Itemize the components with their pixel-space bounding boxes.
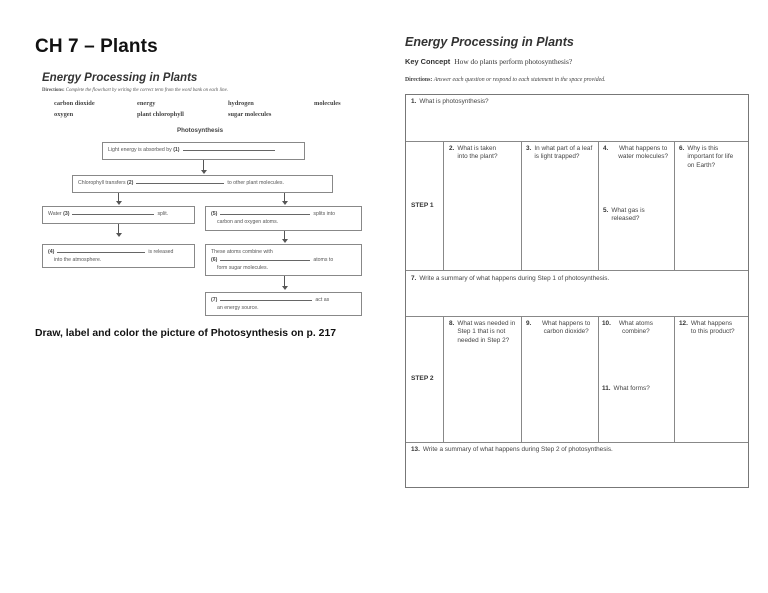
- directions-text: Answer each question or respond to each statement in the space provided.: [433, 77, 606, 83]
- question-9[interactable]: 9. What happens to carbon dioxide?: [526, 320, 591, 336]
- flowchart-box-3: Water (3) split.: [42, 206, 195, 224]
- question-11[interactable]: 11. What forms?: [602, 385, 650, 392]
- column-divider: [443, 316, 444, 442]
- row-divider: [406, 316, 748, 317]
- question-7[interactable]: 7. Write a summary of what happens during Step 1 of photosynthesis.: [411, 275, 610, 282]
- answer-blank-3[interactable]: [72, 210, 154, 215]
- flowchart-box-1: Light energy is absorbed by (1): [102, 142, 305, 160]
- arrow-down-icon: [203, 160, 204, 171]
- arrow-down-icon: [284, 193, 285, 202]
- word-bank-term: energy: [137, 100, 156, 107]
- word-bank-term: sugar molecules: [228, 111, 272, 118]
- arrow-down-icon: [118, 193, 119, 202]
- row-divider: [406, 442, 748, 443]
- flowchart-box-5: (5) splits into carbon and oxygen atoms.: [205, 206, 362, 231]
- key-concept-text: How do plants perform photosynthesis?: [454, 57, 573, 66]
- drawing-instruction: Draw, label and color the picture of Photosynthesis on p. 217: [35, 328, 336, 339]
- flowchart-title: Photosynthesis: [177, 127, 224, 134]
- flowchart-directions: [42, 88, 228, 93]
- question-3[interactable]: 3. In what part of a leaf is light trapped?: [526, 145, 593, 161]
- question-2[interactable]: 2. What is taken into the plant?: [449, 145, 498, 161]
- word-bank-term: molecules: [314, 100, 341, 107]
- worksheet-title-right: Energy Processing in Plants: [405, 35, 574, 49]
- answer-blank-5[interactable]: [220, 210, 310, 215]
- word-bank-term: carbon dioxide: [54, 100, 95, 107]
- directions-text: Complete the flowchart by writing the correct term from the word bank on each line.: [65, 88, 228, 93]
- flowchart-box-6: These atoms combine with (6) atoms to form sugar molecules.: [205, 244, 362, 276]
- question-6[interactable]: 6. Why is this important for life on Earth?: [679, 145, 734, 169]
- column-divider: [598, 316, 599, 442]
- flowchart-box-4: (4) is released into the atmosphere.: [42, 244, 195, 268]
- arrow-down-icon: [284, 231, 285, 240]
- word-bank-term: plant chlorophyll: [137, 111, 184, 118]
- word-bank-term: hydrogen: [228, 100, 254, 107]
- step-2-label: STEP 2: [411, 375, 434, 382]
- answer-blank-4[interactable]: [57, 248, 145, 253]
- table-directions: [405, 77, 606, 83]
- question-5[interactable]: 5. What gas is released?: [603, 207, 645, 223]
- column-divider: [521, 316, 522, 442]
- question-10[interactable]: 10. What atoms combine?: [602, 320, 653, 336]
- photosynthesis-question-table: [405, 94, 749, 488]
- answer-blank-1[interactable]: [183, 146, 275, 151]
- row-divider: [406, 141, 748, 142]
- directions-label: Directions:: [42, 88, 65, 93]
- answer-blank-7[interactable]: [220, 296, 312, 301]
- arrow-down-icon: [284, 276, 285, 287]
- arrow-down-icon: [118, 224, 119, 234]
- step-1-label: STEP 1: [411, 202, 434, 209]
- key-concept-label: Key Concept: [405, 57, 451, 66]
- flowchart-box-7: (7) act as an energy source.: [205, 292, 362, 316]
- question-4[interactable]: 4. What happens to water molecules?: [603, 145, 669, 161]
- answer-blank-6[interactable]: [220, 256, 310, 261]
- question-13[interactable]: 13. Write a summary of what happens during Step 2 of photosynthesis.: [411, 446, 613, 453]
- column-divider: [674, 316, 675, 442]
- answer-blank-2[interactable]: [136, 179, 224, 184]
- column-divider: [598, 141, 599, 270]
- key-concept: [405, 57, 572, 66]
- question-8[interactable]: 8. What was needed in Step 1 that is not needed in Step 2?: [449, 320, 516, 344]
- row-divider: [406, 270, 748, 271]
- worksheet-title: Energy Processing in Plants: [42, 72, 198, 84]
- question-12[interactable]: 12. What happens to this product?: [679, 320, 735, 336]
- column-divider: [443, 141, 444, 270]
- flowchart-box-2: Chlorophyll transfers (2) to other plant molecules.: [72, 175, 333, 193]
- question-1[interactable]: 1. What is photosynthesis?: [411, 98, 489, 105]
- directions-label: Directions:: [405, 77, 433, 83]
- column-divider: [521, 141, 522, 270]
- word-bank-term: oxygen: [54, 111, 74, 118]
- chapter-title: CH 7 – Plants: [35, 36, 158, 57]
